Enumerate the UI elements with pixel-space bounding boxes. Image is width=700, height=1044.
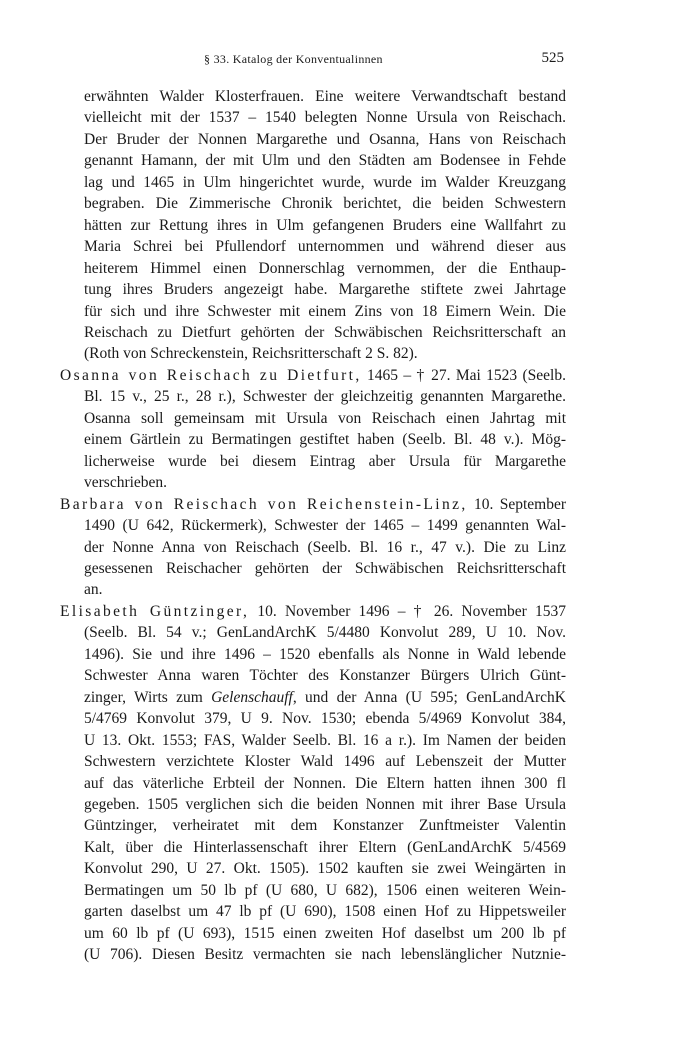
text-line: Güntzinger, verheiratet mit dem Konstanzer Zunftmeister Valentin: [84, 817, 566, 835]
text-line: um 60 lb pf (U 693), 1515 einen zweiten Hof daselbst um 200 lb pf: [84, 924, 566, 942]
text-line: Konvolut 290, U 27. Okt. 1505). 1502 kauften sie zwei Weingärten in: [84, 860, 566, 878]
text-line: Schwestern verzichtete Kloster Wald 1496 auf Lebenszeit der Mutter: [84, 753, 566, 771]
entry-first-line: [60, 494, 566, 515]
text-line: für sich und ihre Schwester mit einem Zins von 18 Eimern Wein. Die: [84, 302, 566, 320]
text-line: begraben. Die Zimmerische Chronik berichtet, die beiden Schwestern: [84, 195, 566, 213]
entry-dates: 1465 – † 27. Mai 1523 (Seelb.: [361, 366, 566, 384]
text-segment: , und der Anna (U 595; GenLandArchK: [292, 688, 566, 706]
text-line: 1490 (U 642, Rückermerk), Schwester der 1465 – 1499 genannten Wal-: [84, 517, 566, 535]
text-line: gegeben. 1505 verglichen sich die beiden Nonnen mit ihrer Base Ursula: [84, 795, 566, 813]
entry-first-line: [60, 365, 566, 386]
entry-dates: 10. November 1496 – † 26. November 1537: [249, 602, 566, 620]
catalog-entry-osanna: [60, 365, 566, 494]
text-line: vielleicht mit der 1537 – 1540 belegten Nonne Ursula von Reischach.: [84, 109, 566, 127]
text-line: Kalt, über die Hinterlassenschaft ihrer Eltern (GenLandArchK 5/4569: [84, 838, 566, 856]
entry-dates: 10. September: [467, 495, 566, 513]
catalog-entry-elisabeth: [60, 601, 566, 966]
entry-name: Osanna von Reischach zu Dietfurt,: [60, 366, 362, 384]
text-line: licherweise wurde bei diesem Eintrag aber Ursula für Margarethe: [84, 452, 566, 470]
continuation-paragraph: [60, 86, 566, 365]
page-number: 525: [541, 50, 564, 66]
text-line: garten daselbst um 47 lb pf (U 690), 1508 einen Hof zu Hippetsweiler: [84, 903, 566, 921]
text-line: Osanna soll gemeinsam mit Ursula von Reischach einen Jahrtag mit: [84, 409, 566, 427]
text-segment: zinger, Wirts zum: [84, 688, 212, 706]
body-text: [60, 86, 566, 966]
entry-first-line: [60, 601, 566, 622]
text-line: Reischach zu Dietfurt gehörten der Schwäbischen Reichsritterschaft an: [84, 323, 566, 341]
text-line: (Seelb. Bl. 54 v.; GenLandArchK 5/4480 Konvolut 289, U 10. Nov.: [84, 624, 566, 642]
text-line: genannt Hamann, der mit Ulm und den Städten am Bodensee in Fehde: [84, 152, 566, 170]
text-line: Schwester Anna waren Töchter des Konstanzer Bürgers Ulrich Günt-: [84, 667, 566, 685]
text-line: (U 706). Diesen Besitz vermachten sie nach lebenslänglicher Nutznie-: [84, 946, 566, 964]
text-line: Bermatingen um 50 lb pf (U 680, U 682), 1506 einen weiteren Wein-: [84, 881, 566, 899]
text-line: 1496). Sie und ihre 1496 – 1520 ebenfalls als Nonne in Wald lebende: [84, 645, 566, 663]
text-line: auf das väterliche Erbteil der Nonnen. Die Eltern hatten ihnen 300 fl: [84, 774, 566, 792]
page-header: [84, 50, 564, 70]
text-line: heiterem Himmel einen Donnerschlag vernommen, der die Enthaup-: [84, 259, 566, 277]
text-line: lag und 1465 in Ulm hingerichtet wurde, wurde im Walder Kreuzgang: [84, 173, 566, 191]
text-line: Der Bruder der Nonnen Margarethe und Osanna, Hans von Reischach: [84, 130, 566, 148]
text-line: verschrieben.: [84, 474, 168, 492]
text-line: Bl. 15 v., 25 r., 28 r.), Schwester der gleichzeitig genannten Margarethe.: [84, 388, 566, 406]
running-head: § 33. Katalog der Konventualinnen: [204, 52, 383, 66]
text-line: der Nonne Anna von Reischach (Seelb. Bl. 16 r., 47 v.). Die zu Linz: [84, 538, 566, 556]
text-line: einem Gärtlein zu Bermatingen gestiftet haben (Seelb. Bl. 48 v.). Mög-: [84, 431, 566, 449]
text-line-with-italic: [84, 687, 566, 708]
text-line: (Roth von Schreckenstein, Reichsritterschaft 2 S. 82).: [84, 345, 418, 363]
text-line: an.: [84, 581, 103, 599]
catalog-entry-barbara: [60, 494, 566, 601]
entry-name: Barbara von Reischach von Reichenstein-Linz,: [60, 495, 468, 513]
text-line: 5/4769 Konvolut 379, U 9. Nov. 1530; ebenda 5/4969 Konvolut 384,: [84, 710, 566, 728]
text-line: erwähnten Walder Klosterfrauen. Eine weitere Verwandtschaft bestand: [84, 88, 566, 105]
text-line: tung ihres Bruders angezeigt habe. Margarethe stiftete zwei Jahrtage: [84, 281, 566, 299]
text-line: gesessenen Reischacher gehörten der Schwäbischen Reichsritterschaft: [84, 559, 566, 577]
text-line: hätten zur Rettung ihres in Ulm gefangenen Bruders eine Wallfahrt zu: [84, 216, 566, 234]
entry-name: Elisabeth Güntzinger,: [60, 602, 250, 620]
text-line: Maria Schrei bei Pfullendorf unternommen und während dieser aus: [84, 238, 566, 256]
italic-word: Gelenschauff: [211, 688, 293, 706]
text-line: U 13. Okt. 1553; FAS, Walder Seelb. Bl. 16 a r.). Im Namen der beiden: [84, 731, 566, 749]
